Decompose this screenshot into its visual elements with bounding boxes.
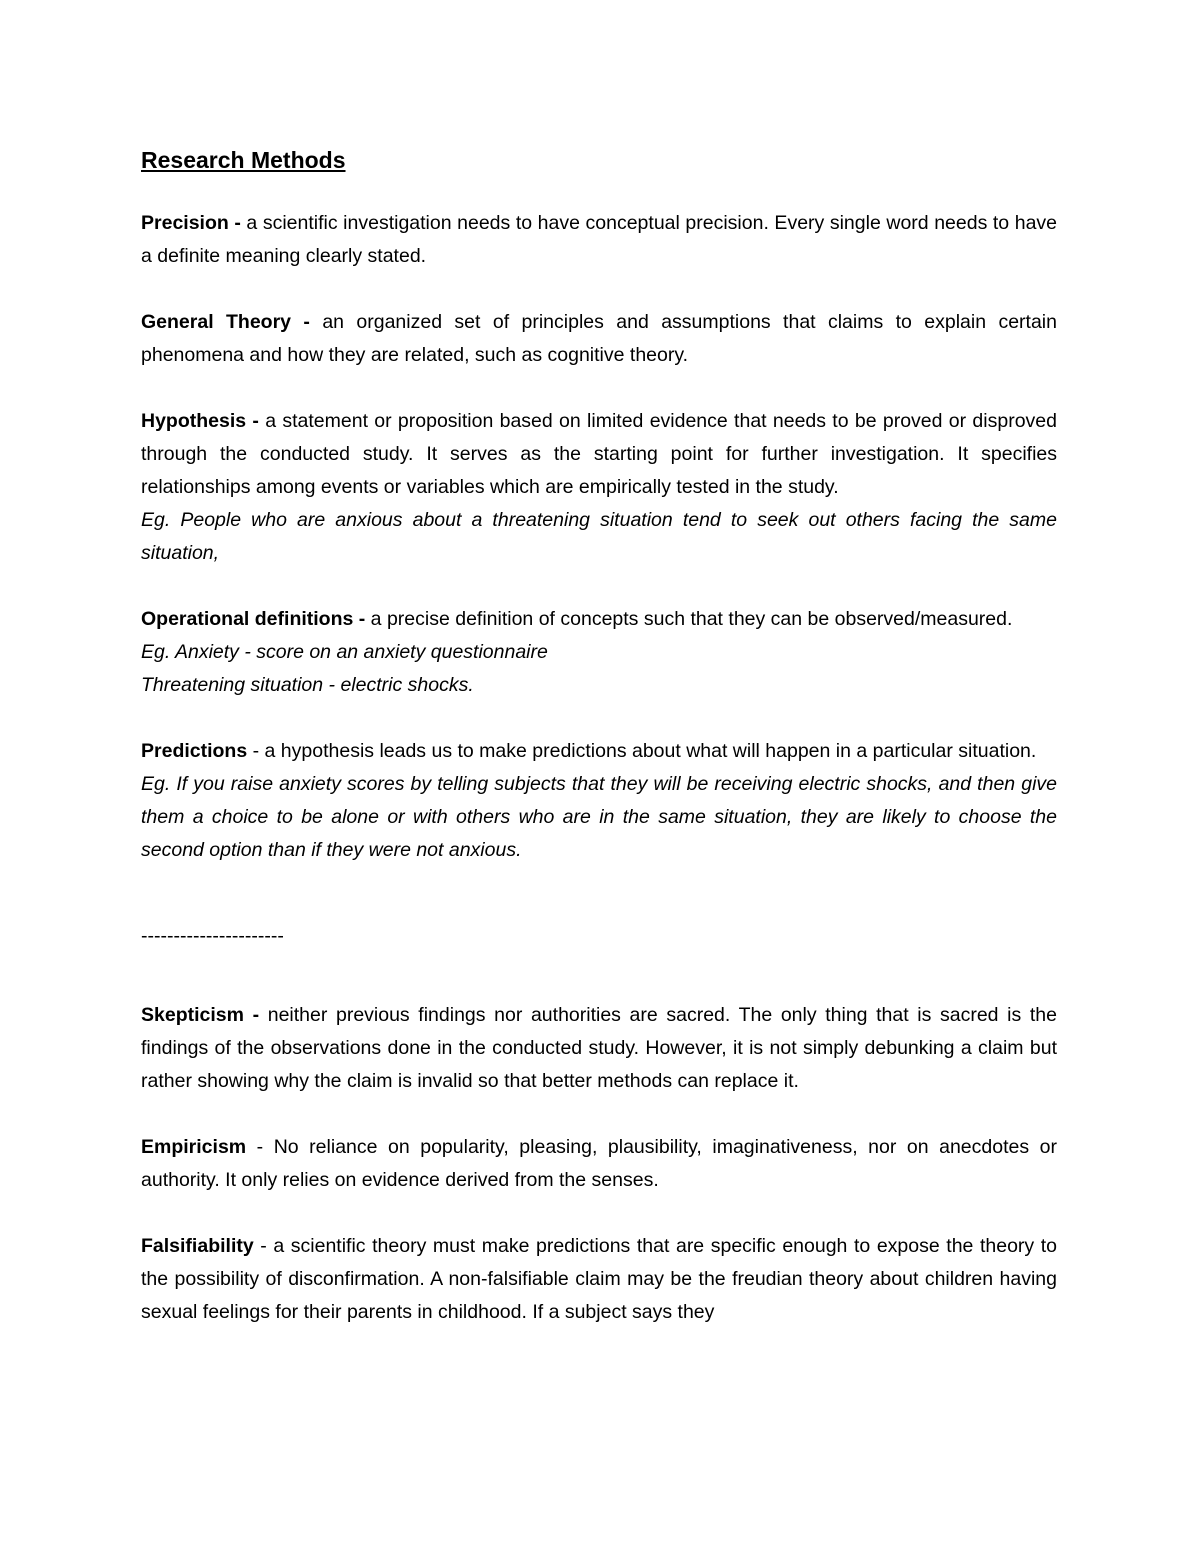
entry-skepticism <box>141 999 1057 1098</box>
entry-term: Skepticism - <box>141 1004 260 1026</box>
entry-text: a precise definition of concepts such that they can be observed/measured. <box>365 608 1013 630</box>
entry-example: Eg. People who are anxious about a threatening situation tend to seek out others facing the same situation, <box>141 509 1057 564</box>
entry-term: Hypothesis - <box>141 410 259 432</box>
entry-predictions <box>141 735 1057 867</box>
entry-paragraph <box>141 306 1057 372</box>
entry-term: Precision - <box>141 212 241 234</box>
entry-text: a scientific investigation needs to have conceptual precision. Every single word needs to have a definite meaning clearly stated. <box>141 212 1058 267</box>
entry-term: Operational definitions - <box>141 608 366 630</box>
entry-empiricism <box>141 1131 1057 1197</box>
entry-paragraph <box>141 735 1057 768</box>
entry-example: Eg. If you raise anxiety scores by telling subjects that they will be receiving electric shocks, and then give them a choice to be alone or with others who are in the same situation, they are likely to choose the second option than if they were not anxious. <box>141 773 1057 861</box>
entry-text: - No reliance on popularity, pleasing, plausibility, imaginativeness, nor on anecdotes or authority. It only relies on evidence derived from the senses. <box>141 1136 1057 1191</box>
entry-text: - a hypothesis leads us to make predictions about what will happen in a particular situation. <box>247 740 1037 762</box>
entry-hypothesis <box>141 405 1057 570</box>
entry-text: a statement or proposition based on limited evidence that needs to be proved or disproved through the conducted study. It serves as the starting point for further investigation. It specifies relationships among events or variables which are empirically tested in the study. <box>141 410 1057 498</box>
entry-paragraph <box>141 405 1057 504</box>
entry-term: Falsifiability <box>141 1235 254 1257</box>
entry-paragraph <box>141 603 1057 636</box>
entry-general-theory <box>141 306 1057 372</box>
entry-term: Predictions <box>141 740 248 762</box>
section-separator <box>141 900 1057 966</box>
entry-paragraph <box>141 1230 1057 1329</box>
entry-term: General Theory - <box>141 311 310 333</box>
page-title: Research Methods <box>141 147 346 173</box>
entry-falsifiability <box>141 1230 1057 1329</box>
entry-text: - a scientific theory must make predictions that are specific enough to expose the theory to the possibility of disconfirmation. A non-falsifiable claim may be the freudian theory about children having sexual feelings for their parents in childhood. If a subject says they <box>141 1235 1057 1323</box>
entry-paragraph <box>141 999 1057 1098</box>
entry-text: an organized set of principles and assumptions that claims to explain certain phenomena and how they are related, such as cognitive theory. <box>141 311 1057 366</box>
entry-term: Empiricism <box>141 1136 247 1158</box>
entry-precision <box>141 207 1057 273</box>
entry-example: Threatening situation - electric shocks. <box>141 674 474 696</box>
entry-paragraph <box>141 207 1057 273</box>
entry-operational-definitions <box>141 603 1057 702</box>
entry-example: Eg. Anxiety - score on an anxiety questionnaire <box>141 641 548 663</box>
separator-dashes: ---------------------- <box>141 925 284 947</box>
entry-paragraph <box>141 1131 1057 1197</box>
entry-text: neither previous findings nor authorities are sacred. The only thing that is sacred is the findings of the observations done in the conducted study. However, it is not simply debunking a claim but rather showing why the claim is invalid so that better methods can replace it. <box>141 1004 1057 1092</box>
document-body <box>141 141 1057 1362</box>
